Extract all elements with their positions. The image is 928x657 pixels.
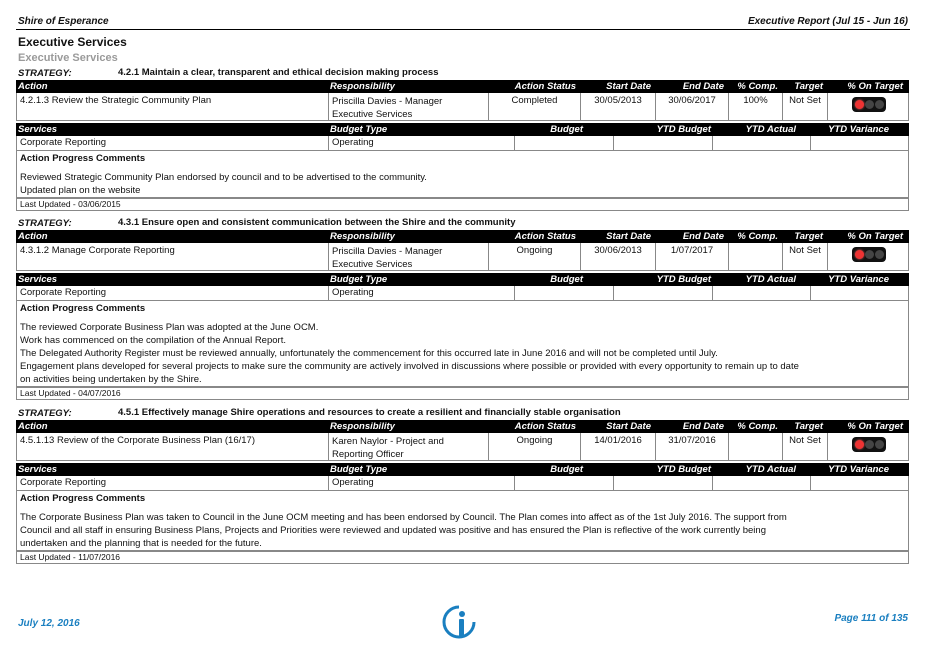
- action-start-cell: 30/05/2013: [581, 93, 656, 120]
- action-target-cell: Not Set: [783, 93, 828, 120]
- org-name: Shire of Esperance: [18, 16, 109, 27]
- service-col-header: Budget: [550, 274, 583, 285]
- action-action-cell: 4.2.1.3 Review the Strategic Community Plan: [17, 93, 329, 120]
- action-status-cell: Completed: [489, 93, 581, 120]
- service-service-cell: Corporate Reporting: [17, 476, 329, 490]
- services-header-bar: [16, 273, 909, 286]
- service-col-header: Services: [18, 464, 58, 475]
- action-col-header: Action: [18, 421, 48, 432]
- service-row: [16, 286, 909, 301]
- strategy-label: STRATEGY:: [18, 408, 72, 419]
- service-col-header: Budget Type: [330, 464, 388, 475]
- action-col-header: Start Date: [606, 421, 651, 432]
- service-value-cell: [713, 476, 811, 490]
- action-col-header: % Comp.: [737, 81, 778, 92]
- action-status-cell: Ongoing: [489, 433, 581, 460]
- progress-comments: [16, 151, 909, 198]
- action-row: [16, 433, 909, 461]
- service-value-cell: [811, 286, 910, 300]
- action-end-cell: 1/07/2017: [656, 243, 729, 270]
- strategy-line: [16, 217, 909, 230]
- action-col-header: % Comp.: [737, 231, 778, 242]
- service-budget-type-cell: Operating: [329, 286, 515, 300]
- comments-text: The reviewed Corporate Business Plan was adopted at the June OCM. Work has commenced on the compilation of the Annual Report. The Delegated Authority Register must be reviewed annually, unfortunately the commencement for this occurred late in June 2016 and will not be completed until July. Engagement plans developed for several projects to make sure the community are actively involved in discussions where possible or provided with every opportunity to remain up to date on activities being undertaken by the Shire.: [20, 322, 799, 385]
- comments-heading: Action Progress Comments: [20, 303, 146, 314]
- action-action-cell: 4.3.1.2 Manage Corporate Reporting: [17, 243, 329, 270]
- strategy-text: 4.5.1 Effectively manage Shire operations and resources to create a resilient and financially stable organisation: [118, 407, 621, 418]
- service-value-cell: [515, 286, 614, 300]
- page-title: Executive Services: [18, 35, 127, 49]
- service-value-cell: [614, 286, 713, 300]
- action-col-header: Start Date: [606, 81, 651, 92]
- traffic-light-icon: [852, 97, 886, 112]
- service-col-header: YTD Variance: [828, 274, 889, 285]
- action-responsibility-cell: Karen Naylor - Project and Reporting Officer: [329, 433, 489, 460]
- service-budget-type-cell: Operating: [329, 136, 515, 150]
- progress-comments: [16, 491, 909, 551]
- action-col-header: % On Target: [847, 81, 903, 92]
- action-target-cell: Not Set: [783, 243, 828, 270]
- services-header-bar: [16, 463, 909, 476]
- service-service-cell: Corporate Reporting: [17, 286, 329, 300]
- service-value-cell: [515, 476, 614, 490]
- header-rule: [16, 29, 910, 30]
- footer-page-number: Page 111 of 135: [834, 613, 908, 624]
- service-value-cell: [515, 136, 614, 150]
- service-col-header: YTD Budget: [656, 124, 711, 135]
- action-comp-cell: [729, 433, 783, 460]
- action-header-bar: [16, 420, 909, 433]
- last-updated: Last Updated - 04/07/2016: [16, 387, 909, 400]
- service-value-cell: [713, 286, 811, 300]
- action-col-header: Target: [794, 421, 823, 432]
- action-col-header: End Date: [682, 81, 724, 92]
- strategy-label: STRATEGY:: [18, 68, 72, 79]
- action-col-header: Responsibility: [330, 231, 395, 242]
- service-value-cell: [811, 136, 910, 150]
- action-end-cell: 30/06/2017: [656, 93, 729, 120]
- action-row: [16, 93, 909, 121]
- action-responsibility-cell: Priscilla Davies - Manager Executive Services: [329, 243, 489, 270]
- action-end-cell: 31/07/2016: [656, 433, 729, 460]
- comments-text: The Corporate Business Plan was taken to Council in the June OCM meeting and has been endorsed by Council. The Plan comes into affect as of the 1st July 2016. The support from Council and all staff in ensuring Business Plans, Projects and Priorities were reviewed and updated was positive and has ensured the Plan is reflective of the work currently being undertaken and the planning that is needed for the future.: [20, 512, 787, 549]
- strategy-line: [16, 67, 909, 80]
- service-col-header: YTD Variance: [828, 464, 889, 475]
- service-col-header: Budget Type: [330, 124, 388, 135]
- action-col-header: Action: [18, 231, 48, 242]
- action-col-header: Action Status: [514, 421, 576, 432]
- action-start-cell: 14/01/2016: [581, 433, 656, 460]
- strategy-section: [16, 67, 909, 211]
- action-header-bar: [16, 80, 909, 93]
- strategy-section: [16, 407, 909, 564]
- service-row: [16, 136, 909, 151]
- service-col-header: Budget Type: [330, 274, 388, 285]
- action-comp-cell: [729, 243, 783, 270]
- service-col-header: YTD Budget: [656, 274, 711, 285]
- action-col-header: % Comp.: [737, 421, 778, 432]
- action-action-cell: 4.5.1.13 Review of the Corporate Business Plan (16/17): [17, 433, 329, 460]
- comments-text: Reviewed Strategic Community Plan endorsed by council and to be advertised to the community. Updated plan on the website: [20, 172, 427, 196]
- action-col-header: Action Status: [514, 81, 576, 92]
- service-col-header: YTD Actual: [745, 124, 796, 135]
- service-value-cell: [811, 476, 910, 490]
- on-target-cell: [828, 243, 910, 270]
- progress-comments: [16, 301, 909, 387]
- service-col-header: YTD Budget: [656, 464, 711, 475]
- service-col-header: Budget: [550, 464, 583, 475]
- service-row: [16, 476, 909, 491]
- action-col-header: Responsibility: [330, 421, 395, 432]
- report-title: Executive Report (Jul 15 - Jun 16): [747, 16, 908, 27]
- traffic-light-icon: [852, 247, 886, 262]
- footer-date: July 12, 2016: [18, 618, 80, 629]
- action-comp-cell: 100%: [729, 93, 783, 120]
- comments-heading: Action Progress Comments: [20, 153, 146, 164]
- services-header-bar: [16, 123, 909, 136]
- strategy-label: STRATEGY:: [18, 218, 72, 229]
- action-col-header: End Date: [682, 421, 724, 432]
- action-start-cell: 30/06/2013: [581, 243, 656, 270]
- action-header-bar: [16, 230, 909, 243]
- action-col-header: Target: [794, 231, 823, 242]
- action-status-cell: Ongoing: [489, 243, 581, 270]
- service-col-header: YTD Actual: [745, 274, 796, 285]
- action-col-header: Start Date: [606, 231, 651, 242]
- on-target-cell: [828, 433, 910, 460]
- service-service-cell: Corporate Reporting: [17, 136, 329, 150]
- action-col-header: % On Target: [847, 231, 903, 242]
- last-updated: Last Updated - 03/06/2015: [16, 198, 909, 211]
- action-col-header: Action Status: [514, 231, 576, 242]
- action-col-header: Responsibility: [330, 81, 395, 92]
- service-value-cell: [713, 136, 811, 150]
- service-col-header: Budget: [550, 124, 583, 135]
- action-row: [16, 243, 909, 271]
- action-col-header: End Date: [682, 231, 724, 242]
- last-updated: Last Updated - 11/07/2016: [16, 551, 909, 564]
- service-col-header: YTD Actual: [745, 464, 796, 475]
- action-target-cell: Not Set: [783, 433, 828, 460]
- comments-heading: Action Progress Comments: [20, 493, 146, 504]
- strategy-line: [16, 407, 909, 420]
- traffic-light-icon: [852, 437, 886, 452]
- service-col-header: YTD Variance: [828, 124, 889, 135]
- service-value-cell: [614, 476, 713, 490]
- action-col-header: Target: [794, 81, 823, 92]
- strategy-section: [16, 217, 909, 400]
- action-col-header: % On Target: [847, 421, 903, 432]
- action-col-header: Action: [18, 81, 48, 92]
- on-target-cell: [828, 93, 910, 120]
- service-budget-type-cell: Operating: [329, 476, 515, 490]
- page-subtitle: Executive Services: [18, 52, 118, 64]
- service-value-cell: [614, 136, 713, 150]
- action-responsibility-cell: Priscilla Davies - Manager Executive Services: [329, 93, 489, 120]
- service-col-header: Services: [18, 124, 58, 135]
- logo-icon: [440, 604, 478, 640]
- strategy-text: 4.3.1 Ensure open and consistent communication between the Shire and the community: [118, 217, 516, 228]
- strategy-text: 4.2.1 Maintain a clear, transparent and ethical decision making process: [118, 67, 439, 78]
- service-col-header: Services: [18, 274, 58, 285]
